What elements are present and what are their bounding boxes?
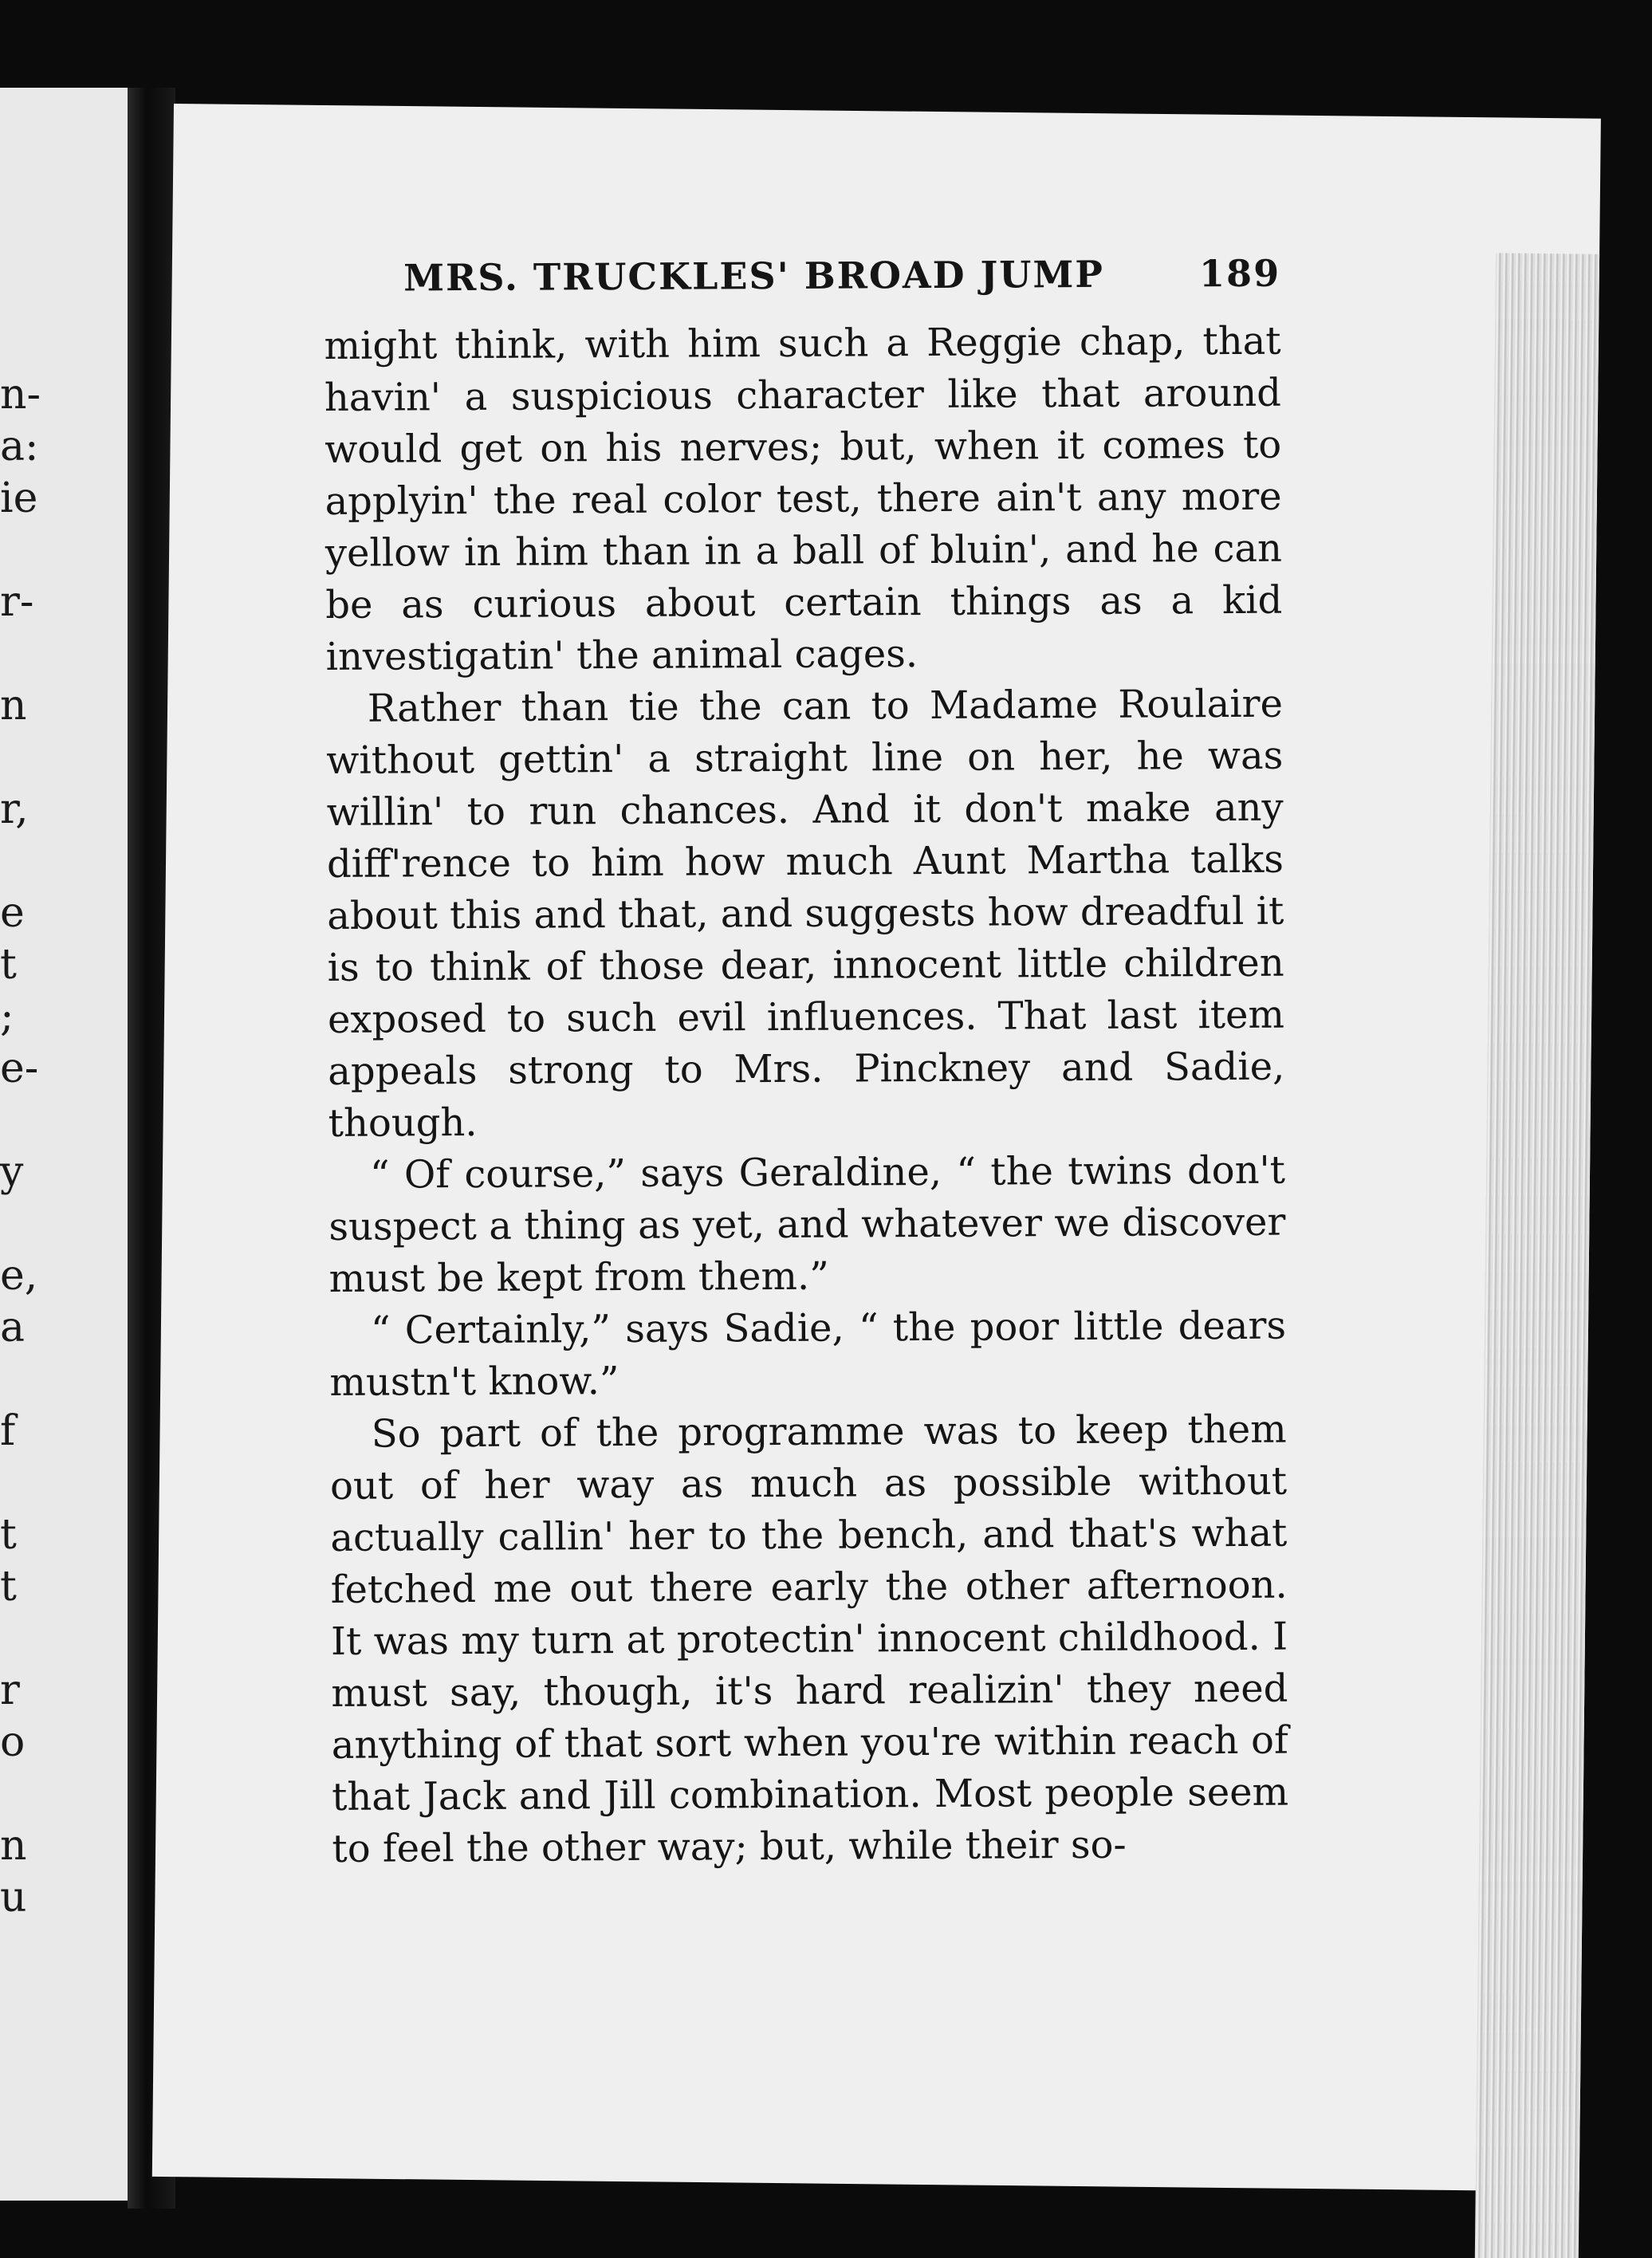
paragraph: “ Of course,” says Geraldine, “ the twins don't suspect a thing as yet, and whatever we discover must be kept from them.” <box>328 1147 1286 1301</box>
left-fragment: r, <box>0 785 29 833</box>
running-head-title: MRS. TRUCKLES' BROAD JUMP <box>403 252 1105 300</box>
left-fragment: e, <box>0 1252 38 1300</box>
left-fragment: t <box>0 1511 17 1559</box>
right-page <box>152 104 1601 2192</box>
left-fragment: y <box>0 1148 24 1196</box>
page-text-block <box>324 252 1289 1875</box>
left-fragment: r <box>0 1666 20 1714</box>
left-page-text-fragments <box>0 88 128 2201</box>
left-fragment: a <box>0 1304 26 1351</box>
left-fragment: t <box>0 941 17 989</box>
left-fragment: f <box>0 1407 16 1455</box>
left-fragment: ie <box>0 474 38 522</box>
left-fragment: u <box>0 1874 27 1922</box>
left-fragment: a: <box>0 423 39 470</box>
paragraph: Rather than tie the can to Madame Roulaire without gettin' a straight line on her, he was willin' to run chances. And it don't make any diff'rence to him how much Aunt Martha talks about this and that, and suggests how dreadful it is to think of those dear, innocent little children exposed to such evil influences. That last item appeals strong to Mrs. Pinckney and Sadie, though. <box>326 681 1285 1146</box>
running-head <box>403 252 1280 300</box>
left-fragment: ; <box>0 993 14 1040</box>
page-number: 189 <box>1198 251 1281 296</box>
left-fragment: r- <box>0 578 34 626</box>
left-fragment: e- <box>0 1044 39 1092</box>
paragraph: So part of the programme was to keep them out of her way as much as possible without actually callin' her to the bench, and that's what fetched me out there early the other afternoon. It was my turn at protectin' innocent childhood. I must say, though, it's hard realizin' they need anything of that sort when you're within reach of that Jack and Jill combination. Most people seem to feel the other way; but, while their so- <box>329 1406 1289 1871</box>
paragraph: “ Certainly,” says Sadie, “ the poor little dears mustn't know.” <box>329 1303 1287 1405</box>
left-facing-page <box>0 88 128 2201</box>
paragraph: might think, with him such a Reggie chap, that havin' a suspicious character like that around would get on his nerves; but, when it comes to applyin' the real color test, there ain't any more yellow in him than in a ball of bluin', and he can be as curious about certain things as a kid investigatin' the animal cages. <box>324 318 1283 679</box>
left-fragment: n <box>0 1822 27 1870</box>
left-fragment: n- <box>0 371 41 419</box>
left-fragment: t <box>0 1563 17 1611</box>
page-edges <box>1474 253 1599 2258</box>
left-fragment: o <box>0 1718 26 1766</box>
left-fragment: e <box>0 889 25 937</box>
left-fragment: n <box>0 682 27 730</box>
